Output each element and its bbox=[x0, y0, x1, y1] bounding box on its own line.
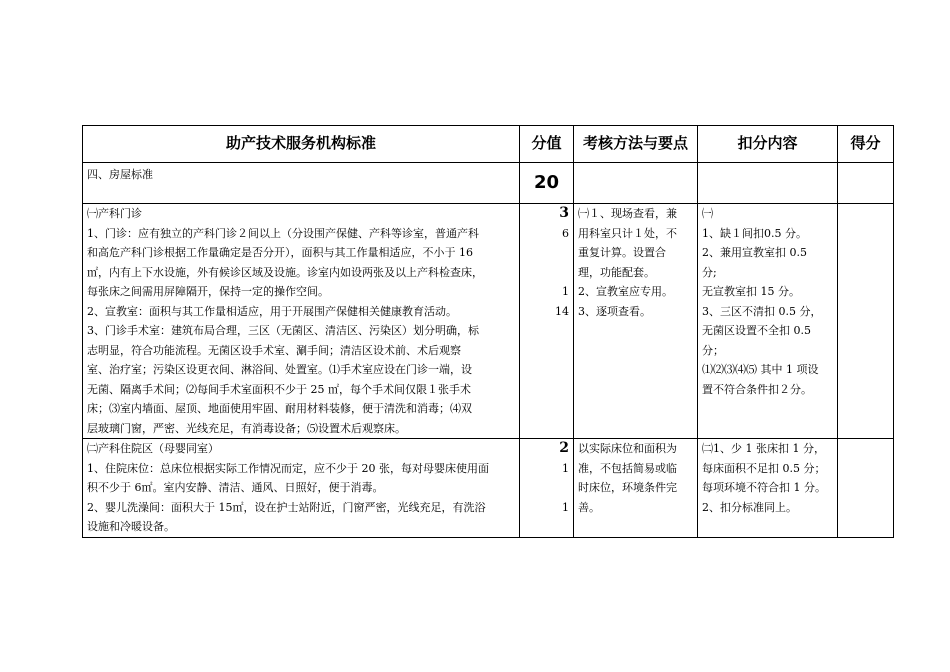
standard-line: 设施和冷暖设备。 bbox=[87, 520, 175, 533]
deduction-cell bbox=[698, 439, 838, 538]
deduction-line: 1、缺１间扣0.5 分。 bbox=[702, 226, 807, 240]
standard-line: 2、宣教室：面积与其工作量相适应，用于开展围产保健相关健康教育活动。 bbox=[87, 304, 457, 318]
deduction-line: 无宣教室扣 15 分。 bbox=[702, 285, 800, 298]
section-result-cell bbox=[838, 163, 894, 204]
score-cell bbox=[520, 439, 574, 538]
method-line: 时床位，环境条件完 bbox=[578, 481, 677, 494]
score-value: 1 bbox=[562, 461, 569, 475]
table-row bbox=[83, 439, 894, 538]
section-row bbox=[83, 163, 894, 204]
standard-line: ㈡产科住院区（母婴同室） bbox=[87, 442, 219, 455]
method-cell bbox=[574, 439, 698, 538]
standard-line: 无菌、隔离手术间；⑵每间手术室面积不少于 25 ㎡，每个手术间仅限１张手术 bbox=[87, 382, 471, 396]
score-spacer bbox=[520, 243, 569, 263]
standard-line: ㈠产科门诊 bbox=[87, 207, 142, 220]
deduction-line: 分； bbox=[702, 343, 724, 357]
header-standard: 助产技术服务机构标准 bbox=[83, 126, 520, 163]
standard-line: ㎡，内有上下水设施，外有候诊区域及设施。诊室内如设两张及以上产科检查床， bbox=[87, 265, 483, 279]
deduction-line: 每床面积不足扣 0.5 分； bbox=[702, 461, 826, 475]
standards-table bbox=[82, 125, 894, 538]
standard-line: 和高危产科门诊根据工作量确定是否分开），面积与其工作量相适应，不小于 16 bbox=[87, 246, 473, 259]
header-method: 考核方法与要点 bbox=[574, 126, 698, 163]
deduction-line: ⑴⑵⑶⑷⑸ 其中 1 项设 bbox=[702, 363, 819, 376]
deduction-line: 分; bbox=[702, 265, 717, 279]
method-line: 3、逐项查看。 bbox=[578, 304, 651, 318]
score-spacer bbox=[520, 263, 569, 283]
score-cell bbox=[520, 204, 574, 439]
section-title: 四、房屋标准 bbox=[83, 163, 520, 204]
deduction-line: ㈡1、少 1 张床扣 1 分， bbox=[702, 442, 825, 455]
deduction-line: 2、扣分标准同上。 bbox=[702, 500, 797, 514]
score-value: 1 bbox=[562, 285, 569, 298]
method-line: 准，不包括简易或临 bbox=[578, 461, 677, 475]
standard-line: 3、门诊手术室：建筑布局合理，三区（无菌区、清洁区、污染区）划分明确，标 bbox=[87, 324, 479, 337]
score-total: 2 bbox=[559, 440, 569, 456]
score-value: 14 bbox=[555, 304, 569, 318]
standard-cell bbox=[83, 439, 520, 538]
method-cell bbox=[574, 204, 698, 439]
standard-line: 志明显，符合功能流程。无菌区设手术室、涮手间；清洁区设术前、术后观察 bbox=[87, 343, 461, 357]
score-total: 3 bbox=[559, 205, 569, 221]
header-row bbox=[83, 126, 894, 163]
method-line: 用科室只计１处，不 bbox=[578, 226, 677, 240]
standard-line: 床；⑶室内墙面、屋顶、地面使用牢固、耐用材料装修，便于清洗和消毒；⑷双 bbox=[87, 402, 472, 415]
header-deduction: 扣分内容 bbox=[698, 126, 838, 163]
deduction-line: 3、三区不清扣 0.5 分， bbox=[702, 304, 822, 318]
method-line: ㈠１、现场查看，兼 bbox=[578, 207, 677, 220]
result-cell bbox=[838, 204, 894, 439]
standard-line: 1、门诊：应有独立的产科门诊２间以上（分设围产保健、产科等诊室，普通产科 bbox=[87, 226, 479, 240]
deduction-line: 2、兼用宣教室扣 0.5 bbox=[702, 246, 807, 259]
method-line: 理，功能配套。 bbox=[578, 265, 655, 279]
deduction-line: 无菌区设置不全扣 0.5 bbox=[702, 324, 811, 337]
deduction-line: ㈠ bbox=[702, 207, 713, 220]
standard-line: 1、住院床位：总床位根据实际工作情况而定，应不少于 20 张，每对母婴床使用面 bbox=[87, 461, 489, 475]
result-cell bbox=[838, 439, 894, 538]
section-score: 20 bbox=[520, 163, 574, 204]
method-line: 重复计算。设置合 bbox=[578, 246, 666, 259]
header-result: 得分 bbox=[838, 126, 894, 163]
deduction-line: 置不符合条件扣２分。 bbox=[702, 382, 812, 396]
section-method-cell bbox=[574, 163, 698, 204]
deduction-cell bbox=[698, 204, 838, 439]
standard-line: 积不少于 6㎡。室内安静、清洁、通风、日照好，便于消毒。 bbox=[87, 481, 384, 494]
standard-line: 室、治疗室；污染区设更衣间、淋浴间、处置室。⑴手术室应设在门诊一端，设 bbox=[87, 363, 472, 376]
table-row bbox=[83, 204, 894, 439]
standard-line: 层玻璃门窗，严密、光线充足，有消毒设备；⑸设置术后观察床。 bbox=[87, 421, 406, 435]
standard-line: 2、婴儿洗澡间：面积大于 15㎡，设在护士站附近，门窗严密，光线充足，有洗浴 bbox=[87, 500, 486, 514]
score-value: 1 bbox=[562, 500, 569, 514]
score-spacer bbox=[520, 478, 569, 498]
standard-cell bbox=[83, 204, 520, 439]
method-line: 2、宣教室应专用。 bbox=[578, 285, 673, 298]
standard-line: 每张床之间需用屏障隔开，保持一定的操作空间。 bbox=[87, 285, 329, 298]
method-line: 以实际床位和面积为 bbox=[578, 442, 677, 455]
header-score: 分值 bbox=[520, 126, 574, 163]
section-deduction-cell bbox=[698, 163, 838, 204]
score-value: 6 bbox=[562, 226, 569, 240]
method-line: 善。 bbox=[578, 500, 600, 514]
deduction-line: 每项环境不符合扣 1 分。 bbox=[702, 481, 826, 494]
